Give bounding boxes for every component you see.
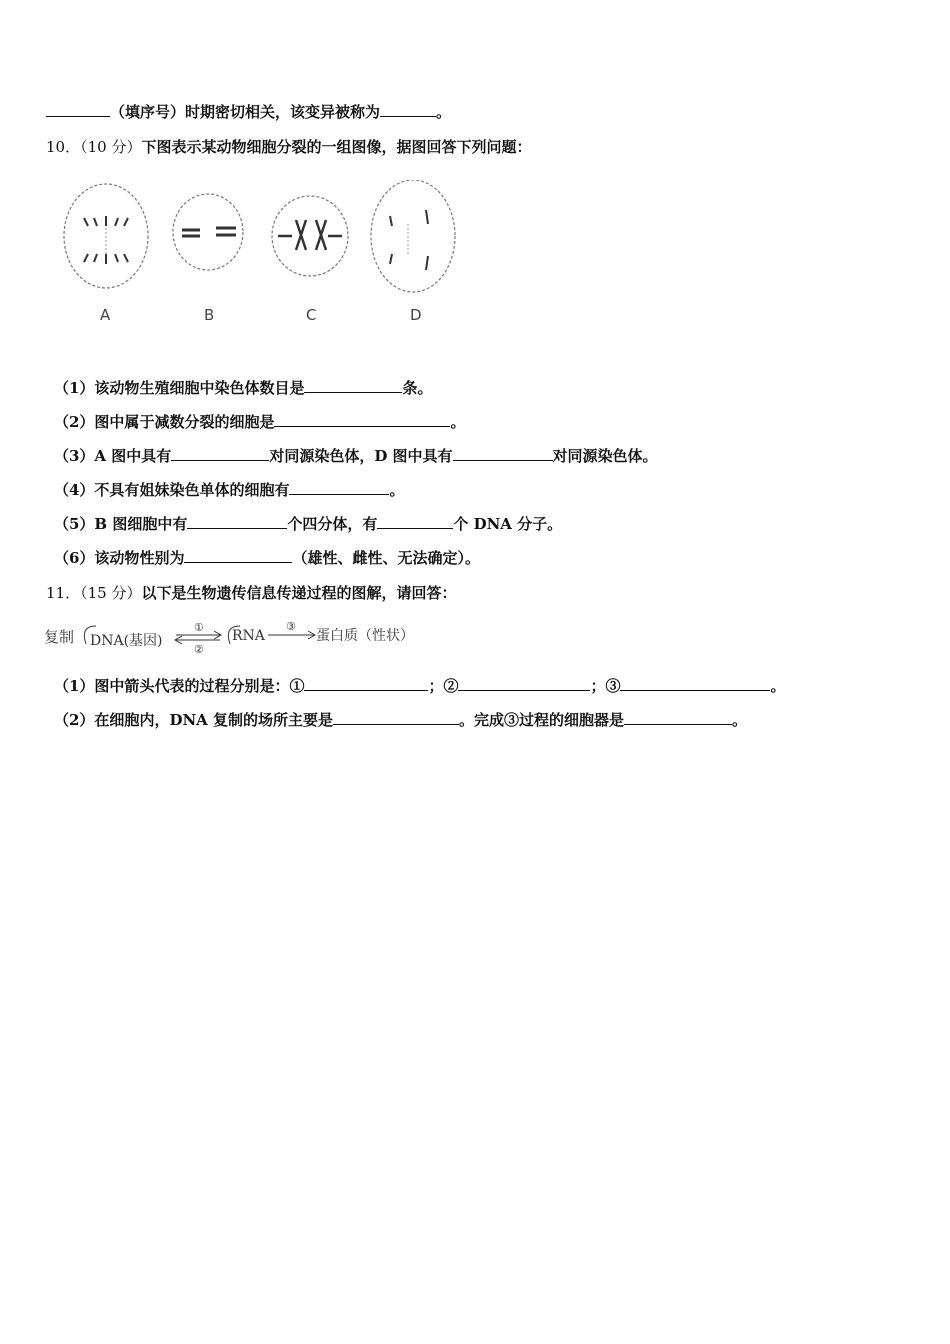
cell-c — [272, 196, 348, 276]
question-number: 11． — [46, 584, 81, 602]
answer-blank[interactable] — [289, 480, 389, 495]
q10-item-2: （2）图中属于减数分裂的细胞是 。 — [54, 413, 466, 431]
answer-blank[interactable] — [184, 548, 292, 563]
answer-blank[interactable] — [333, 710, 459, 725]
genetic-info-flow-diagram — [44, 618, 444, 658]
figure-label-d: D — [410, 306, 422, 324]
question-number: 10． — [46, 138, 81, 156]
q10-item-4: （4）不具有姐妹染色单体的细胞有 。 — [54, 481, 405, 499]
protein-label: 蛋白质（性状） — [316, 628, 414, 644]
q10-item-1: （1）该动物生殖细胞中染色体数目是 条。 — [54, 379, 433, 397]
figure-label-c: C — [306, 306, 317, 324]
cell-d — [371, 180, 455, 292]
dna-label: DNA(基因) — [90, 633, 163, 649]
q10-item-3: （3）A 图中具有 对同源染色体，D 图中具有 对同源染色体。 — [54, 447, 658, 465]
answer-blank[interactable] — [377, 514, 453, 529]
q10-item-6: （6）该动物性别为 （雄性、雌性、无法确定）。 — [54, 549, 480, 567]
carryover-line: （填序号）时期密切相关，该变异被称为 。 — [46, 102, 451, 122]
figure-label-b: B — [204, 306, 215, 324]
question-11-header — [46, 583, 456, 603]
replicate-label: 复制 — [44, 628, 75, 646]
answer-blank[interactable] — [46, 102, 110, 117]
figure-label-a: A — [100, 306, 111, 324]
answer-blank[interactable] — [171, 446, 269, 461]
cell-a — [64, 184, 148, 288]
cell-b — [173, 194, 243, 270]
question-10-header — [46, 137, 531, 157]
answer-blank[interactable] — [304, 676, 428, 691]
answer-blank[interactable] — [187, 514, 287, 529]
cell-division-figure — [58, 180, 458, 330]
question-text: 下图表示某动物细胞分裂的一组图像，据图回答下列问题： — [141, 138, 532, 156]
question-score: （10 分） — [80, 138, 142, 156]
answer-blank[interactable] — [274, 412, 450, 427]
q11-item-2: （2）在细胞内，DNA 复制的场所主要是 。完成③过程的细胞器是 。 — [54, 711, 748, 729]
answer-blank[interactable] — [458, 676, 590, 691]
q10-item-5: （5）B 图细胞中有 个四分体，有 个 DNA 分子。 — [54, 515, 563, 533]
answer-blank[interactable] — [624, 710, 732, 725]
step-3-label: ③ — [286, 620, 296, 633]
answer-blank[interactable] — [453, 446, 553, 461]
q11-item-1: （1）图中箭头代表的过程分别是：① ；② ；③ 。 — [54, 677, 786, 695]
rna-label: RNA — [232, 628, 265, 644]
question-score: （15 分） — [80, 584, 142, 602]
step-1-label: ① — [194, 621, 204, 634]
answer-blank[interactable] — [620, 676, 770, 691]
answer-blank[interactable] — [380, 102, 436, 117]
step-2-label: ② — [194, 643, 204, 656]
question-text: 以下是生物遗传信息传递过程的图解，请回答： — [141, 584, 457, 602]
answer-blank[interactable] — [304, 378, 402, 393]
